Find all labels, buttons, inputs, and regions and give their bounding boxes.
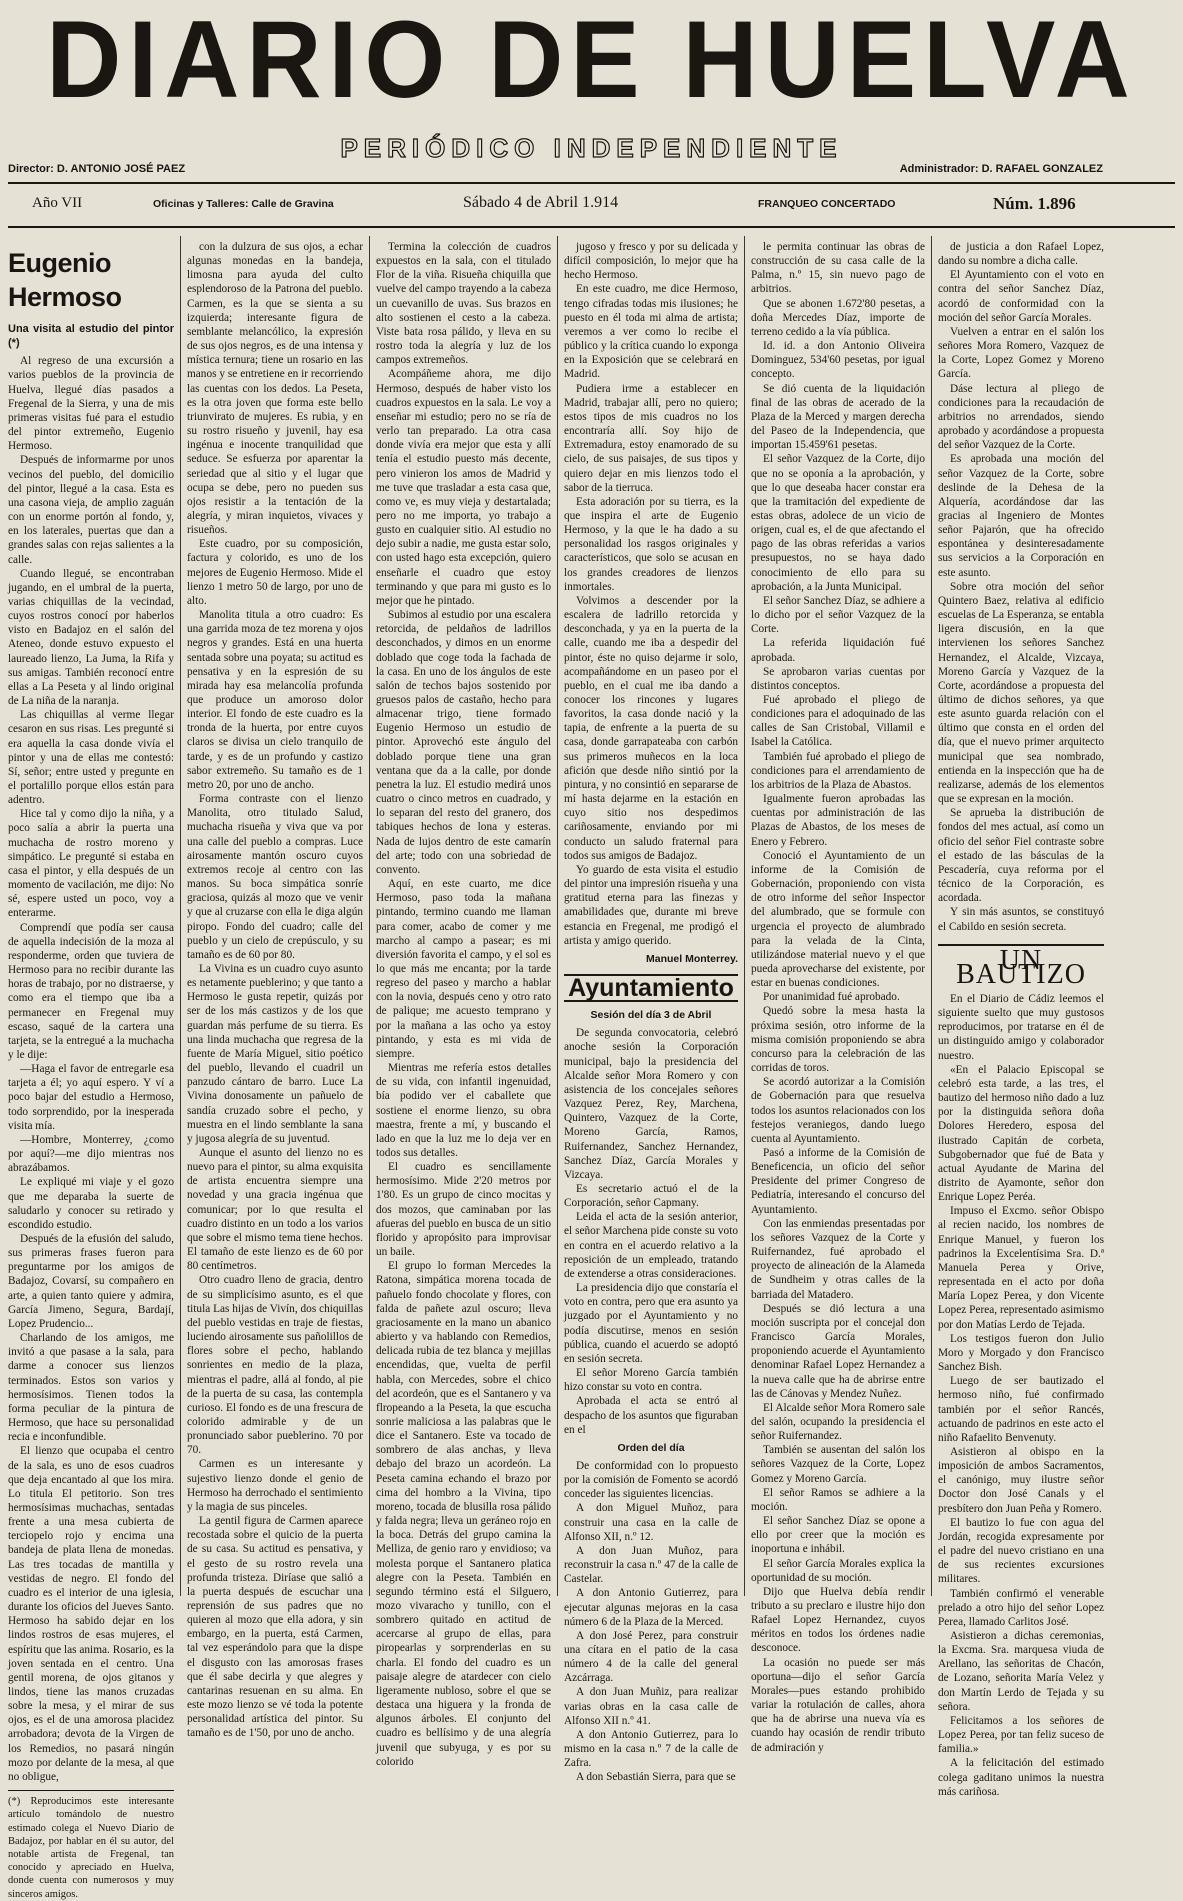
issue-year: Año VII [32,195,83,211]
paragraph: —Hombre, Monterrey, ¿como por aquí?—me dijo mientras nos abrazábamos. [8,1133,174,1175]
paragraph: La referida liquidación fué aprobada. [751,637,925,664]
column-4 [564,240,738,1784]
paragraph: Después de la efusión del saludo, sus primeras frases fueron para preguntarme por los amigos de Badajoz, Covarsí, su compañero en arte, a quien tanto quiere y admira, García Jimeno, Segura, Bardají, Lopez Prudencio... [8,1233,174,1330]
column-5 [751,240,925,1754]
paragraph: La gentil figura de Carmen aparece recostada sobre el quicio de la puerta de su casa. Su actitud es pensativa, y el gesto de su rostro revela una profunda tristeza. Diríase que salió a la puerta después de escuchar una reprensión de sus padres que no quieren al mozo que ella adora, y sin embargo, en la puerta, está Carmen, tal vez esperándolo para que la dispe el disgusto con las amorosas frases que él sabe decirla y que alegres y cantarinas resuenan en su alma. En este mozo lienzo se vé toda la potente personalidad artística del pintor. Su tamaño es de 1'50, por uno de ancho. [187,1515,363,1740]
newspaper-title: DIARIO DE HUELVA [46,0,1137,121]
column-divider [931,236,932,1596]
paragraph: Los testigos fueron don Julio Moro y Morgado y don Francisco Sanchez Bish. [938,1332,1104,1374]
paragraph: Carmen es un interesante y sujestivo lienzo donde el genio de Hermoso ha derrochado el sentimiento y la magia de sus pinceles. [187,1458,363,1513]
paragraph: Aunque el asunto del lienzo no es nuevo para el pintor, su alma exquisita de artista encuentra siempre una novedad y una gracia ingénua que comunicar; por lo que resulta el cuadro distinto en un todo a los varios que sobre el mismo tema tiene hechos. El tamaño de este lienzo es de 60 por 80 centímetros. [187,1147,363,1273]
column-6 [938,240,1104,1798]
column-3 [376,240,551,1768]
paragraph: El señor Sanchez Díaz, se adhiere a lo dicho por el señor Vazquez de la Corte. [751,594,925,636]
paragraph: Pasó a informe de la Comisión de Beneficencia, un oficio del señor Presidente del primer Congreso de Pediatría, interesando el concurso del Ayuntamiento. [751,1147,925,1216]
newspaper-subtitle: PERIÓDICO INDEPENDIENTE [340,133,843,163]
paragraph: Dáse lectura al pliego de condiciones para la recaudación de arbitrios no arrendados, siendo aprobado y acordándose a propuesta del señor Vazquez de la Corte. [938,382,1104,452]
issue-number: Núm. 1.896 [993,194,1076,213]
paragraph: Después de informarme por unos vecinos del pueblo, del domicilio del pintor, llegué a la casa. Esta es una casona vieja, de amplio zaguán con un enorme portón al fondo, y, en los laterales, puertas que dan a grandes salas con rejas salientes a la calle. [8,454,174,566]
paragraph: Hice tal y como dijo la niña, y a poco salía a abrir la puerta una muchacha de rostro moreno y simpático. Le pregunté si estaba en casa el pintor, y ella después de un momento de vacilación, me dijo: No sé, espere usted un poco, voy a enterarme. [8,808,174,920]
administrator-credit: Administrador: D. RAFAEL GONZALEZ [899,163,1103,175]
paragraph: Acompáñeme ahora, me dijo Hermoso, después de haber visto los cuadros expuestos en la sala. Le voy a enseñar mi estudio; pero no se ría de verlo tan preparado. La otra casa donde vivía era mejor que esta y allí tenía el estudio puesto más decente, pero vinieron los amos de Madrid y me tuve que trasladar a esta casa que, como ve, es muy vieja y destartalada; pero no me importa, yo trabajo a gusto en cualquier sitio. Al estudio no dejo subir a nadie, me gusta estar solo, con usted hago esta excepción, quiero enseñarle el cuadro que estoy terminando y que para mi gusto es lo mejor que he pintado. [376,368,551,607]
section-heading: UN BAUTIZO [938,944,1104,982]
paragraph: Y sin más asuntos, se constituyó el Cabildo en sesión secreta. [938,906,1104,933]
masthead [10,0,1173,124]
paragraph: A don José Perez, para construir una cítara en el patio de la casa número 4 de la calle del general Azcárraga. [564,1629,738,1685]
paragraph: En el Diario de Cádiz leemos el siguiente suelto que muy gustosos reproducimos, por tratarse en él de un distinguido amigo y colaborador nuestro. [938,992,1104,1062]
offices-address: Oficinas y Talleres: Calle de Gravina [153,198,334,210]
paragraph: Felicitamos a los señores de Lopez Perea, por tan feliz suceso de familia.» [938,1714,1104,1756]
paragraph: A don Sebastián Sierra, para que se [576,1771,736,1784]
paragraph: Es aprobada una moción del señor Vazquez de la Corte, sobre deslinde de la Dehesa de la Alquería, acordándose dar las gracias al Ingeniero de Montes señor Pajarón, que ha ofrecido espontánea y desinteresadamente sus servicios a la Corporación en este asunto. [938,453,1104,579]
session-subheading: Sesión del día 3 de Abril [590,1009,712,1022]
article-headline: Eugenio Hermoso [8,248,122,312]
paragraph: Forma contraste con el lienzo Manolita, otro titulado Salud, muchacha risueña y viva que va por una calle del pueblo a compras. Luce airosamente mantón oscuro cuyos extremos recoje al centro con las manos. Su boca simpática sonríe graciosa, quizás al mozo que ve venir y que al cruzarse con ella le diga algún piropo. Fondo del cuadro; calle del pueblo y un cielo de crepúsculo, y su tamaño es de 60 por 80. [187,793,363,961]
paragraph: El grupo lo forman Mercedes la Ratona, simpática morena tocada de pañuelo fondo chocolate y flores, con falda de pañete azul oscuro; lleva graciosamente en la mano un abanico abierto y va hablando con Remedios, delicada rubia de tez blanca y mejillas encendidas, que, vuelta de perfil habla, con Mercedes, sobre el chico del acordeón, que es el Santanero y va flropeando a la Peseta, la que escucha sonrie maliciosa a las palabras que le dice el Santanero. Este va tocado de sombrero de alas anchas, y lleva debajo del brazo un acordeón. La Peseta camina echando el brazo por cima del hombro a la Vivina, tipo moreno, tocada de blusilla rosa pálido y falda negra; lleva un geráneo rojo en la boca. Detrás del grupo camina la Melliza, de genio raro y envidioso; va molesta porque el Santanero platica alegre con la Peseta. También en segundo término está el Silguero, mozo vivaracho y tunillo, con el sombrero quitado en actitud de acercarse al grupo de ellas, para piropearlas y sorprenderlas en su charla. El fondo del cuadro es un paisaje alegre de atardecer con cielo ligeramente nubloso, sobre el que se destaca una higuera y la fronda de algunos árboles. El conjunto del cuadro es bellísimo y de una alegría juvenil que subyuga, y es por su colorido [376,1260,551,1768]
column-2 [187,240,363,1740]
article-signature: Manuel Monterrey. [646,952,738,965]
column-1 [8,240,174,1900]
article-kicker: Una visita al estudio del pintor (*) [8,323,174,350]
paragraph: Quedó sobre la mesa hasta la próxima sesión, otro informe de la misma comisión proponiendo se abra concurso para la celebración de las corridas de toros. [751,1005,925,1075]
column-divider [369,236,370,1596]
paragraph: Pudiera irme a establecer en Madrid, trabajar allí, pero no quiero; estos tipos de mis cuadros no los encontraría allí. Soy hijo de Extremadura, estoy enamorado de su cielo, de sus paisajes, de sus tipos y quiero dejar en mis lienzos todo el sabor de la tierruca. [564,382,738,494]
paragraph: Asistieron a dichas ceremonias, la Excma. Sra. marquesa viuda de Arellano, las señoritas de Chacón, de Lozano, señorita María Velez y don Martín Lerdo de Tejada y su señora. [938,1630,1104,1713]
paragraph: Que se abonen 1.672'80 pesetas, a doña Mercedes Díaz, importe de terreno cedido a la vía pública. [751,297,925,338]
paragraph: A la felicitación del estimado colega gaditano unimos la nuestra más cariñosa. [938,1757,1104,1798]
paragraph: Luego de ser bautizado el hermoso niño, fué confirmado también por el señor Rancés, actuando de padrinos en este acto el niño Rafaelito Benvenuty. [938,1375,1104,1444]
paragraph: Dijo que Huelva debía rendir tributo a su preclaro e ilustre hijo don Rafael Lopez Hernandez, cuyos méritos en todos los órdenes nadie desconoce. [751,1585,925,1655]
paragraph: Se aprueba la distribución de fondos del mes actual, así como un oficio del señor Fiel contraste sobre el estado de las básculas de la Pescadería, cuya reforma por el técnico de la Corporación, es acordada. [938,807,1104,905]
paragraph: de justicia a don Rafael Lopez, dando su nombre a dicha calle. [938,241,1104,268]
paragraph: El señor Ramos se adhiere a la moción. [751,1486,925,1513]
paragraph: A don Antonio Gutierrez, para lo mismo en la casa n.º 7 de la calle de Zafra. [564,1728,738,1770]
paragraph: El señor Sanchez Díaz se opone a ello por creer que la moción es inoportuna e inhábil. [751,1515,925,1556]
paragraph: La Vivina es un cuadro cuyo asunto es netamente pueblerino; y que tanto a Hermoso le gusta repetir, quizás por ser de los más castizos y de los que guardan más perfume de su tierra. Es una linda muchacha que regresa de la fuente de María Miguel, sitio poético del pueblo, llevando el cuadril un panzudo cántaro de barro. Luce La Vivina donosamente un pañuelo de sandía cruzado sobre el pecho, y muestra en el lindo semblante la sana y jugosa alegría de su juventud. [187,962,363,1145]
paragraph: Le expliqué mi viaje y el gozo que me deparaba la suerte de saludarlo y conocer su retirado y escondido estudio. [8,1176,174,1231]
paragraph: Cuando llegué, se encontraban jugando, en el umbral de la puerta, varias chiquillas de la vecindad, cuyos rostros conocí por haberlos visto en Badajoz en el salón del Ateneo, donde estuvo expuesto el laureado lienzo, La Juma, la Rifa y sus amigas. También reconocí entre ellas a La Peseta y al lindo original de La niña de la naranja. [8,567,174,708]
paragraph: Por unanimidad fué aprobado. [763,991,900,1004]
paragraph: El bautizo lo fue con agua del Jordán, recogida expresamente por el padre del nuevo cristiano en una de sus recientes excursiones militares. [938,1516,1104,1586]
paragraph: con la dulzura de sus ojos, a echar algunas monedas en la bandeja, limosna para ayuda del culto esplendoroso de la Patrona del pueblo. Carmen, es la que se sienta a su izquierda; interesante figura de semblante melancólico, la expresión de sus ojos negros, es de una intensa y mística ternura; tiene un rosario en las manos y se entretiene en ir recorriendo las cuentas con los dedos. La Peseta, es la otra joven que forma este bello triunvirato de mujeres. Es rubia, y en su rostro risueño y juvenil, hay esa ingénua e inocente tranquilidad que seduce. Se esfuerza por aparentar la seriedad que al sitio y el lugar que ocupa se debe, pero no pueden sus ojos resistir a la tentación de la alegría, y miran inquietos, vivaces y risueños. [187,241,363,537]
paragraph: La ocasión no puede ser más oportuna—dijo el señor García Morales—pues estando prohibido variar la rotulación de calles, ahora que ha de abrirse una nueva vía es cuando hay ocasión de rendir tributo de admiración y [751,1656,925,1754]
paragraph: También fué aprobado el pliego de condiciones para el arrendamiento de los arbitrios de la Plaza de Abastos. [751,750,925,791]
header-rule-top [8,182,1175,184]
paragraph: Después se dió lectura a una moción suscripta por el concejal don Francisco García Morales, proponiendo acuerde el Ayuntamiento denominar Rafael Lopez Hernandez a la nueva calle que ha de abrirse entre las de Cánovas y Mendez Nuñez. [751,1302,925,1400]
paragraph: De conformidad con lo propuesto por la comisión de Fomento se acordó conceder las siguientes licencias. [564,1459,738,1501]
header-rule-bottom [8,226,1175,228]
paragraph: Leida el acta de la sesión anterior, el señor Marchena pide conste su voto en contra en el acuerdo relativo a la reposición de un empleado, tratando de extenderse a otras consideraciones. [564,1211,738,1280]
paragraph: Al regreso de una excursión a varios pueblos de la provincia de Huelva, llegué días pasados a Fregenal de la Sierra, y una de mis primeras visitas fué para el estudio del pintor extremeño, Eugenio Hermoso. [8,355,174,453]
paragraph: Vuelven a entrar en el salón los señores Mora Romero, Vazquez de la Corte, Lopez Gomez y Moreno García. [938,325,1104,381]
paragraph: También confirmó el venerable prelado a otro hijo del señor Lopez Perea, llamado Carlitos José. [938,1587,1104,1628]
agenda-subheading: Orden del día [617,1441,685,1454]
paragraph: A don Antonio Gutierrez, para ejecutar algunas mejoras en la casa número 6 de la Plaza de la Merced. [564,1587,738,1628]
paragraph: Se acordó autorizar a la Comisión de Gobernación para que resuelva todos los asuntos relacionados con los festejos veraniegos, dando luego cuenta al Ayuntamiento. [751,1076,925,1145]
paragraph: A don Miguel Muñoz, para construir una casa en la calle de Alfonso XII, n.º 12. [564,1502,738,1543]
paragraph: Se dió cuenta de la liquidación final de las obras de acerado de la Plaza de la Merced y margen derecha del Paseo de la Independencia, que importan 15.459'61 pesetas. [751,382,925,452]
paragraph: La presidencia dijo que constaría el voto en contra, pero que era asunto ya juzgado por el Ayuntamiento y no podía discutirse, menos en sesión pública, cuando el acuerdo se adoptó en sesión secreta. [564,1282,738,1365]
paragraph: El señor Moreno García también hizo constar su voto en contra. [564,1367,738,1394]
paragraph: Id. id. a don Antonio Oliveira Dominguez, 534'60 pesetas, por igual concepto. [751,340,925,381]
column-divider [180,236,181,1596]
paragraph: El cuadro es sencillamente hermosísimo. Mide 2'20 metros por 1'80. Es un grupo de cinco mocitas y dos mozos, que caminaban por las afueras del pueblo en busca de un sitio florido y apropósito para improvisar un baile. [376,1161,551,1259]
column-divider [744,236,745,1596]
paragraph: Se aprobaron varias cuentas por distintos conceptos. [751,665,925,692]
paragraph: Volvimos a descender por la escalera de ladrillo retorcida y desconchada, y ya en la puerta de la calle, cuando me iba a despedir del pintor, éste no quiso dejarme ir solo, acompañándome en un paseo por el pueblo, en el cual me iba dando a conocer los rincones y lugares favoritos, la casa donde nació y la tapia, de enfrente a la puerta de su casa, donde garrapateaba con carbón sus primeros muñecos en la loca afición que desde niño sintió por la pintura, y no consintió en separarse de mí hasta dejarme en la estación en cuyo sitio nos despedimos cariñosamente, enviando por mi conducto un saludo fraternal para todos sus amigos de Badajoz. [564,594,738,862]
paragraph: Fué aprobado el pliego de condiciones para el adoquinado de las calles de San Cristobal, Villamil e Isabel la Católica. [751,694,925,749]
paragraph: En este cuadro, me dice Hermoso, tengo cifradas todas mis ilusiones; he puesto en él toda mi alma de artista; veremos a ver como lo recibe el público y la crítica cuando lo exponga en la Exposición que se celebrará en Madrid. [564,283,738,381]
paragraph: El señor Vazquez de la Corte, dijo que no se oponía a la aprobación, y que lo que deseaba hacer constar era que la tramitación del expediente de estas obras, adolece de un vicio de origen, cual es, el de que afectando el pago de las obras referidas a varios presupuestos, no se haya dado conocimiento de ello para su aprobación, a la Junta Municipal. [751,453,925,593]
paragraph: A don Juan Muñoz, para reconstruir la casa n.º 47 de la calle de Castelar. [564,1544,738,1586]
franqueo-label: FRANQUEO CONCERTADO [758,198,896,210]
paragraph: Manolita titula a otro cuadro: Es una garrida moza de tez morena y ojos negros y grandes. Está en una huerta sentada sobre una poyata; su actitud es pensativa y en la espresión de su mirada hay esa melancolía profunda que produce un amoroso dolor interior. El fondo de este cuadro es la tronda de la huerta, por entre cuyos claros se divisa un cielo tranquilo de tarde, y es de un profundo y castizo sabor extremeño. Su tamaño es de 1 metro 20, por uno de ancho. [187,609,363,791]
paragraph: jugoso y fresco y por su delicada y difícil composición, lo mejor que ha hecho Hermoso. [564,241,738,282]
paragraph: Con las enmiendas presentadas por los señores Vazquez de la Corte y Ruifernandez, fué aprobado el proyecto de alineación de la Alameda de Sundheim y otras calles de la barriada del Matadero. [751,1217,925,1301]
director-credit: Director: D. ANTONIO JOSÉ PAEZ [8,163,186,175]
footnote: (*) Reproducimos este interesante artículo tomándolo de nuestro estimado colega el Nuevo Diario de Badajoz, por hablar en él su autor, del notable artista de Fregenal, tan conocido y apreciado en Huelva, donde cuenta con numerosos y muy sinceros amigos. [8,1790,174,1901]
paragraph: Igualmente fueron aprobadas las cuentas por administración de las Plazas de Abastos, de los meses de Enero y Febrero. [751,793,925,848]
paragraph: Subimos al estudio por una escalera retorcida, de peldaños de ladrillos desconchados, y dimos en un enorme doblado que coge toda la fachada de la casa. En uno de los ángulos de este salón de techos bajos sostenido por gruesos palos de castaño, hecho para almacenar trigo, tiene formado Eugenio Hermoso un estudio de pintor. Aprovechó este ángulo del doblado porque tiene una gran ventana que da a la calle, por donde penetra la luz. El estudio medirá unos cuatro o cinco metros en cuadrado, y lo separan del resto del granero, dos tabiques hechos de lona y esteras. Nada de lujos dentro de este camarín del arte; todo con una sobriedad de convento. [376,609,551,876]
paragraph: Este cuadro, por su composición, factura y colorido, es uno de los mejores de Eugenio Hermoso. Mide el lienzo 1 metro 50 de largo, por uno de alto. [187,538,363,607]
paragraph: le permita continuar las obras de construcción de su casa calle de la Palma, n.º 15, sin nuevo pago de arbitrios. [751,241,925,296]
paragraph: Termina la colección de cuadros expuestos en la sala, con el titulado Flor de la viña. Risueña chiquilla que vuelve del campo trayendo a la cabeza un cuevanillo de uvas. Sus brazos en alto sostienen el cesto a la cabeza. Viste bata rosa pálido, y lleva en su rostro toda la alegría y luz de los campos extremeños. [376,241,551,367]
paragraph: Yo guardo de esta visita el estudio del pintor una impresión risueña y una gratitud eterna para las finezas y amabilidades que, durante mi breve estancia en Fregenal, me prodigó el artista y amigo querido. [564,863,738,947]
paragraph: El Alcalde señor Mora Romero sale del salón, ocupando la presidencia el señor Ruifernandez. [751,1401,925,1443]
paragraph: A don Juan Muñiz, para realizar varias obras en la casa calle de Alfonso XII n.º 41. [564,1686,738,1727]
paragraph: Las chiquillas al verme llegar cesaron en sus risas. Les pregunté si era aquella la casa donde vivía el pintor y una de ellas me contestó: Sí, señor; entre usted y pregunte en el portalillo porque ellos están para adentro. [8,709,174,807]
paragraph: El lienzo que ocupaba el centro de la sala, es uno de esos cuadros que deja encantado al que los mira. Lo titula El petitorio. Son tres hermosísimas muchachas, sentadas frente a una mesa cubierta de terciopelo rojo y encima una bandeja de plata llena de monedas. Las tres tocadas de mantilla y vestidas de negro. El fondo del cuadro es el interior de una iglesia, durante los oficios del Jueves Santo. Hermoso ha sabido dejar en los lindos rostros de esas mujeres, el espíritu que las anima. Rosario, es la joven sentada en el centro. Una gentil morena, de ojos gitanos y lindos, tiene las manos cruzadas sobre la mesa, y el mirar de sus ojos, es el de una amorosa placidez arrobadora; devota de la Virgen de los Remedios, no pasará ningún mozo por delante de la mesa, al que no obligue, [8,1445,174,1783]
section-heading: Ayuntamiento [564,974,738,1002]
paragraph: Conoció el Ayuntamiento de un informe de la Comisión de Gobernación, proponiendo con vista de otro informe del señor Inspector del alumbrado, que se formule con urgencia el proyecto de alumbrado para la velada de la Cinta, utilizándose material nuevo y el que pueda aprovecharse del existente, por estar en buenas condiciones. [751,849,925,990]
column-divider [557,236,558,1596]
paragraph: Esta adoración por su tierra, es la que inspira el arte de Eugenio Hermoso, y la que le ha dado a su personalidad los rasgos originales y característicos, que solo se acusan en los grandes creadores de lienzos inmortales. [564,495,738,593]
paragraph: También se ausentan del salón los señores Vazquez de la Corte, Lopez Gomez y Moreno García. [751,1444,925,1485]
issue-date: Sábado 4 de Abril 1.914 [463,194,619,211]
paragraph: Charlando de los amigos, me invitó a que pasase a la sala, para darme a conocer sus lienzos terminados. Estos son varios y hermosísimos. Tienen todos la forma peculiar de la pintura de Hermoso, que hace su personalidad recia e inconfundible. [8,1332,174,1444]
issue-info-bar [8,194,1175,220]
paragraph: Aquí, en este cuarto, me dice Hermoso, paso toda la mañana pintando, termino cuando me llaman para comer, acabo de comer y me marcho al campo a pasear; es mi diversión favorita el campo, y el sol es lo que más me encanta; por la tarde regreso del paseo y marcho a hablar con la novia, después ceno y otro rato de palique; me acuesto temprano y por la mañana a las ocho ya estoy pintando, y esta es mi vida de siempre. [376,878,551,1060]
paragraph: Aprobada el acta se entró al despacho de los asuntos que figuraban en el [564,1395,738,1436]
paragraph: Asistieron al obispo en la imposición de ambos Sacramentos, el canónigo, muy ilustre señor Doctor don José Canals y el presbítero don Juan Peña y Romero. [938,1445,1104,1515]
paragraph: Mientras me refería estos detalles de su vida, con infantil ingenuidad, bía podido ver el caballete que sostiene el enorme lienzo, su obra maestra, frente a mí, y buscando el lado en que la luz me lo deja ver en todos sus detalles. [376,1062,551,1159]
paragraph: —Haga el favor de entregarle esa tarjeta a él; yo aquí espero. Y ví a poco bajar del estudio a Hermoso, todo sorprendido, por la inesperada visita mía. [8,1063,174,1132]
paragraph: «En el Palacio Episcopal se celebró esta tarde, a las tres, el bautizo del hermoso niño dado a luz por la distinguida señora doña Dolores Heredero, esposa del ilustrado Capitán de corbeta, Subgobernador que fué de Bata y actual Ayudante de Marina del distrito de Ayamonte, señor don Enrique Lopez Peréa. [938,1063,1104,1204]
paragraph: Es secretario actuó el de la Corporación, señor Capmany. [564,1183,738,1210]
paragraph: El señor García Morales explica la oportunidad de su moción. [751,1557,925,1584]
paragraph: Comprendí que podía ser causa de aquella indecisión de la moza al responderme, orden que tuviera de Hermoso para no recibir durante las horas de trabajo, por no distraerse, y como era el tiempo que iba a permanecer en Fregenal muy escaso, saqué de la cartera una tarjeta, se la entregué a la muchacha y le dije: [8,921,174,1061]
paragraph: El Ayuntamiento con el voto en contra del señor Sanchez Díaz, acordó de conformidad con la moción del señor García Morales. [938,269,1104,324]
paragraph: Sobre otra moción del señor Quintero Baez, relativa al edificio escuelas de La Esperanza, se entabla ligera discusión, en la que intervienen los señores Sanchez Hernandez, el Alcalde, Vizcaya, Moreno García y Vazquez de la Corte, acordándose a propuesta del último de dichos señores, ya que este asunto guarda relación con el último que consta en el orden del día, que el nuevo primer arquitecto municipal que sea nombrado, entienda en la inspección que ha de realizarse, además de los elementos que se expresan en la moción. [938,580,1104,806]
paragraph: Otro cuadro lleno de gracia, dentro de su simplicísimo asunto, es el que titula Las hijas de Vivín, dos chiquillas del pueblo vestidas en traje de fiestas, luciendo airosamente sus pañolillos de flores sobre el pecho, hablando sonrientes en medio de la plaza, mientras el padre, allá al fondo, al pie de la puerta de su casa, las contempla curioso. El fondo es de una frescura de colorido admirable y de un pronunciado sabor pueblerino. 70 por 70. [187,1274,363,1457]
paragraph: De segunda convocatoria, celebró anoche sesión la Corporación municipal, bajo la presidencia del Alcalde señor Mora Romero y con asistencia de los concejales señores Vazquez Perez, Rey, Marchena, Quintero, Vazquez de la Corte, Moreno García, Ramos, Ruifernandez, Sanchez Hernandez, Sanchez Díaz, García Morales y Vizcaya. [564,1027,738,1181]
paragraph: Impuso el Excmo. señor Obispo al recien nacido, los nombres de Enrique Manuel, y fueron los padrinos la Excelentísima Sra. D.ª Manuela Perea y Orive, representada en el acto por doña María Lopez Perea, y don Vicente Lopez Perea, representado asimismo por don Matías Lerdo de Tejada. [938,1205,1104,1331]
